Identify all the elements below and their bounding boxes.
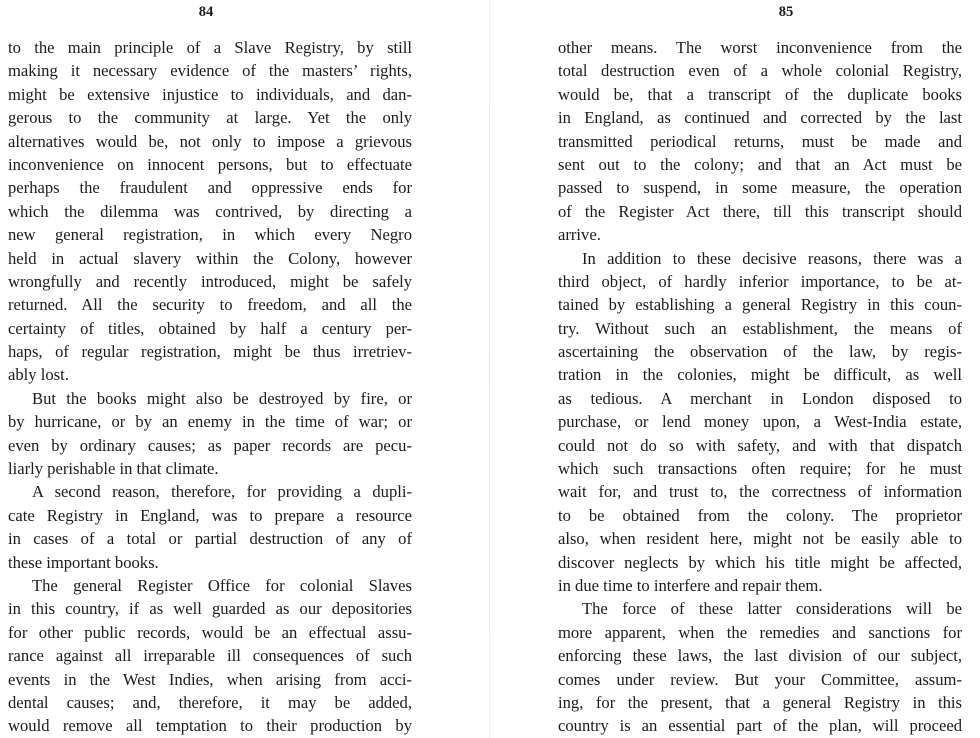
- page-text: [8, 36, 412, 738]
- text-line: But the books might also be destroyed by fire, or: [32, 388, 412, 408]
- text-line: in due time to interfere and repair them.: [558, 575, 823, 595]
- text-line: arrive.: [558, 225, 601, 245]
- text-line: gerous to the community at large. Yet the only: [8, 108, 412, 128]
- text-line: tration in the colonies, might be difficult, as well: [558, 365, 962, 385]
- text-line: which such transactions often require; for he must: [558, 459, 962, 479]
- text-line: of the Register Act there, till this transcript should: [558, 201, 962, 221]
- text-line: in this country, if as well guarded as our depositories: [8, 599, 412, 619]
- text-line: comes under review. But your Committee, assum-: [558, 669, 962, 689]
- page-number: 85: [778, 4, 794, 20]
- text-line: other means. The worst inconvenience from the: [558, 38, 962, 57]
- page-text: [558, 36, 962, 738]
- text-line: certainty of titles, obtained by half a century per-: [8, 318, 412, 338]
- text-line: discover neglects by which his title might be affected,: [558, 552, 962, 572]
- text-line: country is an essential part of the plan, will proceed: [558, 716, 962, 736]
- text-line: for other public records, would be an effectual assu-: [8, 622, 412, 642]
- text-line: new general registration, in which every Negro: [8, 225, 412, 245]
- text-line: to be obtained from the colony. The proprietor: [558, 505, 962, 525]
- text-line: also, when resident here, might not be easily able to: [558, 529, 962, 549]
- right-page: [490, 0, 980, 738]
- text-line: third object, of hardly inferior importance, to be at-: [558, 271, 962, 291]
- text-line: might be extensive injustice to individuals, and dan-: [8, 84, 412, 104]
- text-line: returned. All the security to freedom, and all the: [8, 295, 412, 315]
- text-line: enforcing these laws, the last division of our subject,: [558, 646, 962, 666]
- text-line: passed to suspend, in some measure, the operation: [558, 178, 962, 198]
- text-line: would be, that a transcript of the duplicate books: [558, 84, 962, 104]
- text-line: could not do so with safety, and with that dispatch: [558, 435, 962, 455]
- text-line: haps, of regular registration, might be thus irretriev-: [8, 342, 412, 362]
- text-line: ably lost.: [8, 365, 69, 385]
- text-line: sent out to the colony; and that an Act must be: [558, 154, 962, 174]
- text-line: The force of these latter considerations will be: [582, 599, 962, 619]
- text-line: A second reason, therefore, for providing a dupli-: [32, 482, 412, 502]
- text-line: these important books.: [8, 552, 159, 572]
- text-line: perhaps the fraudulent and oppressive ends for: [8, 178, 412, 198]
- text-line: rance against all irreparable ill consequences of such: [8, 646, 412, 666]
- text-line: to the main principle of a Slave Registry, by still: [8, 38, 412, 57]
- text-line: wrongfully and recently introduced, might be safely: [8, 271, 412, 291]
- text-line: more apparent, when the remedies and sanctions for: [558, 622, 962, 642]
- text-line: by hurricane, or by an enemy in the time of war; or: [8, 412, 412, 432]
- text-line: would remove all temptation to their production by: [8, 716, 412, 736]
- text-line: alternatives would be, not only to impose a grievous: [8, 131, 412, 151]
- text-line: in England, as continued and corrected by the last: [558, 108, 962, 128]
- text-line: ascertaining the observation of the law, by regis-: [558, 342, 962, 362]
- text-line: making it necessary evidence of the masters’ rights,: [8, 61, 412, 81]
- text-line: ing, for the present, that a general Registry in this: [558, 692, 962, 712]
- text-line: In addition to these decisive reasons, there was a: [582, 248, 962, 268]
- text-line: tained by establishing a general Registry in this coun-: [558, 295, 962, 315]
- text-line: cate Registry in England, was to prepare a resource: [8, 505, 412, 525]
- text-line: try. Without such an establishment, the means of: [558, 318, 962, 338]
- text-line: inconvenience on innocent persons, but to effectuate: [8, 154, 412, 174]
- page-number: 84: [198, 4, 214, 20]
- text-line: which the dilemma was contrived, by directing a: [8, 201, 412, 221]
- text-line: The general Register Office for colonial Slaves: [32, 575, 412, 595]
- text-line: liarly perishable in that climate.: [8, 459, 219, 479]
- text-line: wait for, and trust to, the correctness of information: [558, 482, 962, 502]
- text-line: as tedious. A merchant in London disposed to: [558, 388, 962, 408]
- text-line: purchase, or lend money upon, a West-India estate,: [558, 412, 962, 432]
- text-line: held in actual slavery within the Colony, however: [8, 248, 412, 268]
- text-line: in cases of a total or partial destruction of any of: [8, 529, 412, 549]
- text-line: total destruction even of a whole colonial Registry,: [558, 61, 962, 81]
- text-line: dental causes; and, therefore, it may be added,: [8, 692, 412, 712]
- text-line: events in the West Indies, when arising from acci-: [8, 669, 412, 689]
- text-line: even by ordinary causes; as paper records are pecu-: [8, 435, 412, 455]
- text-line: transmitted periodical returns, must be made and: [558, 131, 962, 151]
